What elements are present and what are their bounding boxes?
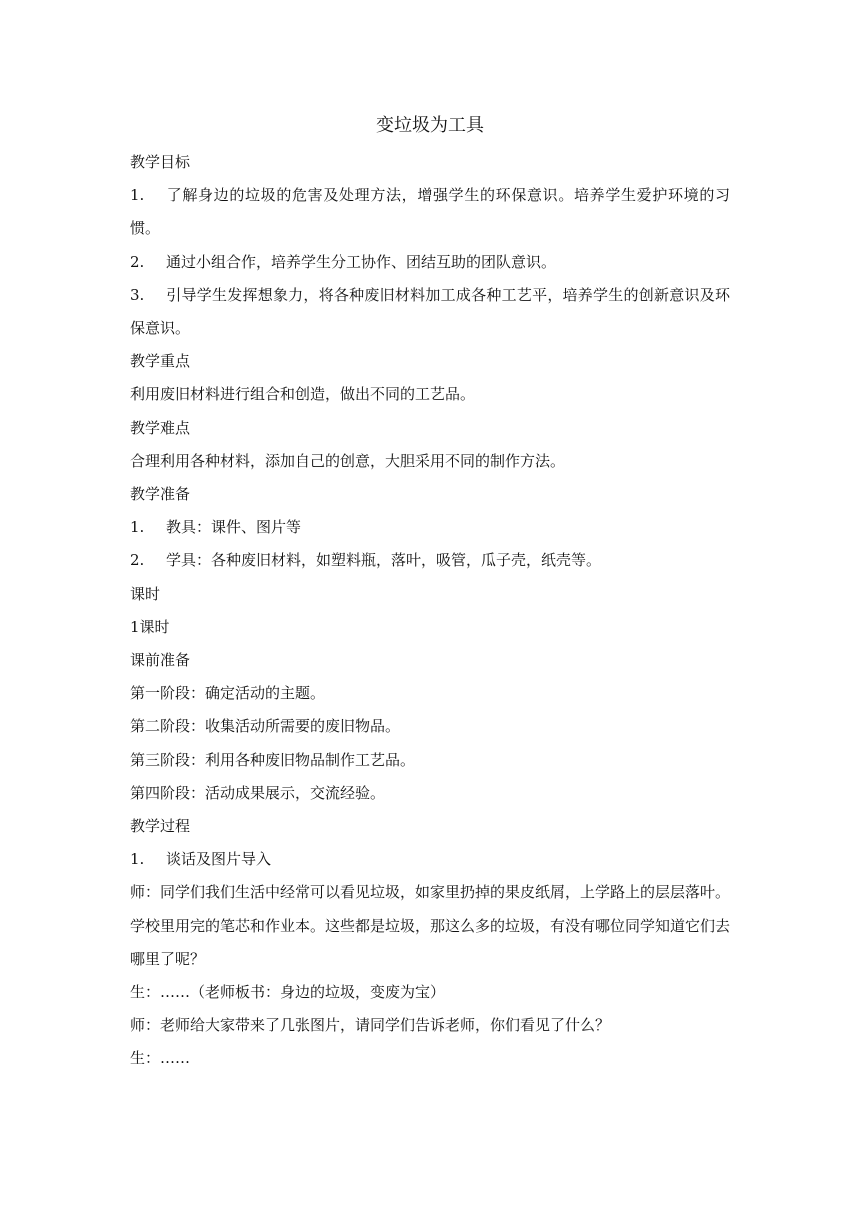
preparation-heading: 教学准备 [130, 485, 191, 504]
objective-item-1 [130, 179, 730, 245]
preparation-item-1 [130, 511, 730, 544]
pre-class-stage-4: 第四阶段：活动成果展示，交流经验。 [130, 783, 386, 802]
preparation-num-2: 2. [130, 551, 145, 570]
process-heading: 教学过程 [130, 817, 191, 836]
dialogue-student-2: 生：…… [130, 1049, 191, 1068]
difficulties-heading: 教学难点 [130, 418, 191, 437]
period-heading: 课时 [130, 584, 161, 603]
objective-text-1: 了解身边的垃圾的危害及处理方法，增强学生的环保意识。培养学生爱护环境的习惯。 [130, 186, 730, 238]
process-step-text-1: 谈话及图片导入 [166, 850, 272, 869]
objective-num-1: 1. [130, 186, 145, 205]
key-points-heading: 教学重点 [130, 352, 191, 371]
pre-class-stage-2: 第二阶段：收集活动所需要的废旧物品。 [130, 717, 401, 736]
objective-text-3: 引导学生发挥想象力，将各种废旧材料加工成各种工艺平，培养学生的创新意识及环保意识。 [130, 285, 730, 338]
objective-num-3: 3. [130, 285, 145, 304]
dialogue-student-1: 生：……（老师板书：身边的垃圾，变废为宝） [130, 983, 446, 1002]
objective-num-2: 2. [130, 252, 145, 271]
process-step-1 [130, 843, 730, 876]
preparation-text-2: 学具：各种废旧材料，如塑料瓶，落叶，吸管，瓜子壳，纸壳等。 [166, 551, 602, 570]
pre-class-heading: 课前准备 [130, 651, 191, 670]
preparation-num-1: 1. [130, 518, 145, 537]
objective-item-2 [130, 246, 730, 279]
period-text: 1课时 [130, 617, 170, 636]
document-title: 变垃圾为工具 [376, 115, 484, 136]
preparation-item-2 [130, 544, 730, 577]
preparation-text-1: 教具：课件、图片等 [166, 518, 302, 537]
objective-text-2: 通过小组合作，培养学生分工协作、团结互助的团队意识。 [166, 252, 557, 271]
dialogue-teacher-2: 师：老师给大家带来了几张图片，请同学们告诉老师，你们看见了什么？ [130, 1016, 611, 1035]
difficulties-text: 合理利用各种材料，添加自己的创意，大胆采用不同的制作方法。 [130, 451, 566, 470]
objectives-heading: 教学目标 [130, 153, 191, 171]
objective-item-3 [130, 279, 730, 345]
pre-class-stage-3: 第三阶段：利用各种废旧物品制作工艺品。 [130, 750, 416, 769]
key-points-text: 利用废旧材料进行组合和创造，做出不同的工艺品。 [130, 385, 476, 404]
pre-class-stage-1: 第一阶段：确定活动的主题。 [130, 684, 326, 703]
process-step-num-1: 1. [130, 850, 145, 869]
dialogue-teacher-1: 师：同学们我们生活中经常可以看见垃圾，如家里扔掉的果皮纸屑，上学路上的层层落叶。学校里用完的笔芯和作业本。这些都是垃圾，那这么多的垃圾，有没有哪位同学知道它们去哪里了呢？ [130, 883, 731, 968]
